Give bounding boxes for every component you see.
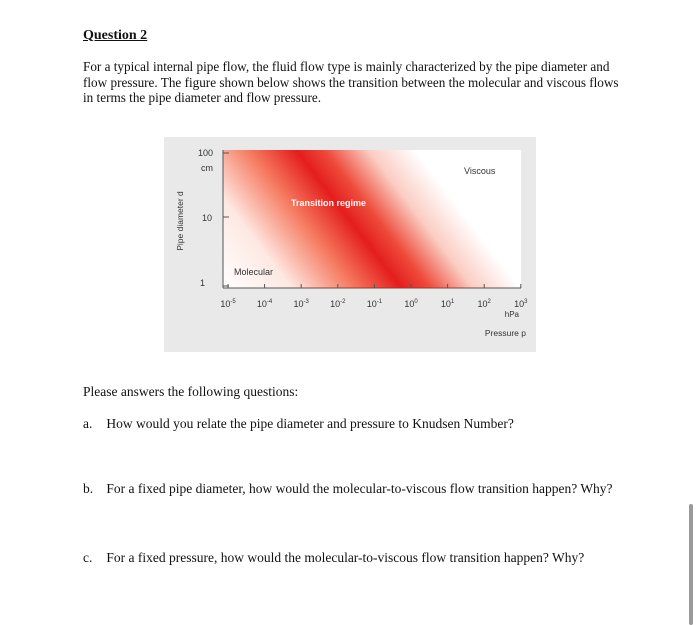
page-title: Question 2: [83, 28, 148, 43]
x-tick-label: $10^{-4}$: [256, 299, 273, 309]
x-tick-label: $10^0$: [404, 299, 418, 309]
question-item: [83, 550, 584, 566]
question-letter: a.: [83, 416, 93, 431]
flow-regime-figure: [164, 137, 536, 352]
y-tick-label: 1: [199, 278, 205, 288]
y-tick-label: 10: [201, 213, 212, 223]
viscous-region-label: Viscous: [464, 166, 496, 176]
x-tick-label: $10^2$: [477, 299, 491, 309]
x-unit-label: hPa: [504, 310, 519, 319]
x-tick-label: $10^1$: [440, 299, 455, 309]
question-item: [83, 416, 514, 432]
question-letter: c.: [83, 550, 93, 565]
y-axis-title: Pipe diameter d: [175, 191, 185, 251]
x-tick-label: $10^{-3}$: [293, 299, 309, 309]
molecular-region-label: Molecular: [234, 267, 274, 277]
y-tick-label: 100: [197, 148, 213, 158]
transition-region-label: Transition regime: [291, 198, 367, 208]
x-tick-label: $10^{-2}$: [330, 299, 346, 309]
flow-regime-chart: [164, 137, 536, 352]
y-unit-label: cm: [201, 163, 213, 173]
x-tick-label: $10^{-5}$: [220, 299, 236, 309]
vertical-scrollbar[interactable]: [689, 504, 693, 625]
x-axis-title: Pressure p: [484, 328, 526, 338]
intro-paragraph: For a typical internal pipe flow, the fluid flow type is mainly characterized by the pipe diameter and flow pressure. The figure shown below shows the transition between the molecular and viscous flows in terms the pipe diameter and flow pressure.: [83, 59, 619, 105]
question-text: For a fixed pressure, how would the molecular-to-viscous flow transition happen? Why?: [106, 550, 585, 565]
questions-prompt: Please answers the following questions:: [83, 384, 299, 399]
x-tick-label: $10^{-1}$: [366, 299, 383, 309]
x-tick-label: $10^3$: [514, 299, 528, 309]
question-item: [83, 481, 613, 497]
question-text: How would you relate the pipe diameter and pressure to Knudsen Number?: [106, 416, 514, 431]
question-text: For a fixed pipe diameter, how would the molecular-to-viscous flow transition happen? Why?: [106, 481, 613, 496]
question-letter: b.: [83, 481, 94, 496]
